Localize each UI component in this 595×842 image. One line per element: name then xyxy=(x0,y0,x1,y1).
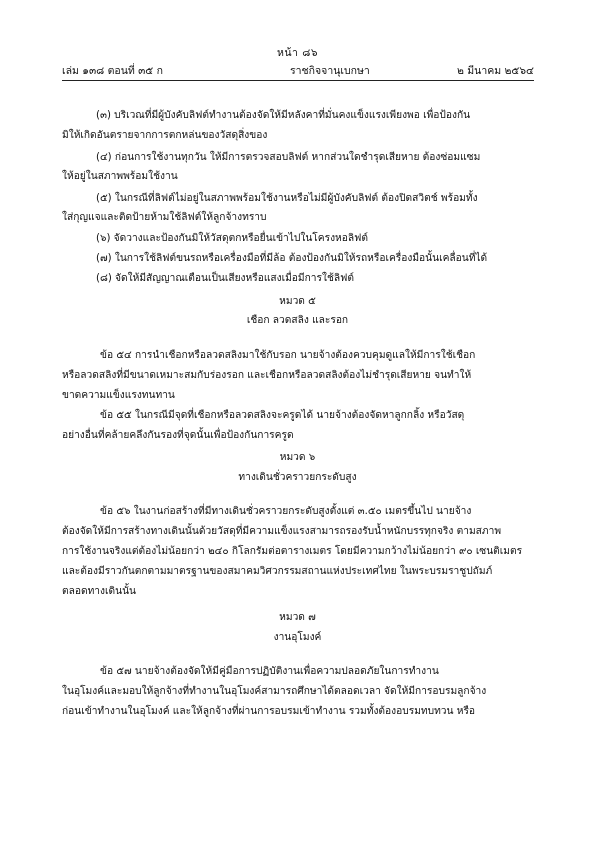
section-heading: หมวด ๗ xyxy=(279,612,316,623)
article-line: ตลอดทางเดินนั้น xyxy=(62,586,136,597)
paragraph-line: (๓) บริเวณที่มีผู้บังคับลิฟต์ทำงานต้องจัดให้มีหลังคาที่มั่นคงแข็งแรงเพียงพอ เพื่อป้องกัน xyxy=(96,110,471,121)
paragraph-line: ใส่กุญแจและติดป้ายห้ามใช้ลิฟต์ให้ลูกจ้างทราบ xyxy=(62,212,267,223)
section-subtitle: เชือก ลวดสลิง และรอก xyxy=(246,315,349,326)
page-number: หน้า ๘๖ xyxy=(276,47,319,59)
article-line: ก่อนเข้าทำงานในอุโมงค์ และให้ลูกจ้างที่ผ่านการอบรมเข้าทำงาน รวมทั้งต้องอบรมทบทวน หรือ xyxy=(62,706,476,717)
header-divider xyxy=(62,80,534,81)
paragraph-line: (๖) จัดวางและป้องกันมิให้วัสดุตกหรือยื่นเข้าไปในโครงหอลิฟต์ xyxy=(96,233,368,244)
section-heading: หมวด ๖ xyxy=(279,452,316,463)
gazette-title: ราชกิจจานุเบกษา xyxy=(290,65,370,77)
volume-issue: เล่ม ๑๓๘ ตอนที่ ๓๕ ก xyxy=(62,65,163,77)
gazette-header xyxy=(62,62,534,78)
paragraph-line: (๕) ในกรณีที่ลิฟต์ไม่อยู่ในสภาพพร้อมใช้งานหรือไม่มีผู้บังคับลิฟต์ ต้องปิดสวิตช์ พร้อมทั้ง xyxy=(96,193,478,204)
section-heading: หมวด ๕ xyxy=(279,296,316,307)
paragraph-line: (๗) ในการใช้ลิฟต์ขนรถหรือเครื่องมือที่มีล้อ ต้องป้องกันมิให้รถหรือเครื่องมือนั้นเคลื่อนที่ได้ xyxy=(96,253,488,264)
article-line: ในอุโมงค์และมอบให้ลูกจ้างที่ทำงานในอุโมงค์สามารถศึกษาได้ตลอดเวลา จัดให้มีการอบรมลูกจ้าง xyxy=(62,686,487,697)
paragraph-line: มิให้เกิดอันตรายจากการตกหล่นของวัสดุสิ่งของ xyxy=(62,130,268,141)
article-line: ข้อ ๕๕ ในกรณีมีจุดที่เชือกหรือลวดสลิงจะครูดได้ นายจ้างต้องจัดหาลูกกลิ้ง หรือวัสดุ xyxy=(100,410,465,421)
publication-date: ๒ มีนาคม ๒๕๖๔ xyxy=(456,65,534,77)
article-line: การใช้งานจริงแต่ต้องไม่น้อยกว่า ๒๔๐ กิโลกรัมต่อตารางเมตร โดยมีความกว้างไม่น้อยกว่า ๙๐ เซนติเมตร xyxy=(62,546,523,557)
article-line: หรือลวดสลิงที่มีขนาดเหมาะสมกับร่องรอก และเชือกหรือลวดสลิงต้องไม่ชำรุดเสียหาย จนทำให้ xyxy=(62,370,472,381)
section-subtitle: ทางเดินชั่วคราวยกระดับสูง xyxy=(238,472,357,483)
section-subtitle: งานอุโมงค์ xyxy=(273,632,322,643)
article-line: ข้อ ๕๔ การนำเชือกหรือลวดสลิงมาใช้กับรอก นายจ้างต้องควบคุมดูแลให้มีการใช้เชือก xyxy=(100,350,476,361)
article-line: ต้องจัดให้มีการสร้างทางเดินนั้นด้วยวัสดุที่มีความแข็งแรงสามารถรองรับน้ำหนักบรรทุกจริง ตามสภาพ xyxy=(62,526,502,537)
article-line: และต้องมีราวกันตกตามมาตรฐานของสมาคมวิศวกรรมสถานแห่งประเทศไทย ในพระบรมราชูปถัมภ์ xyxy=(62,566,493,577)
paragraph-line: ให้อยู่ในสภาพพร้อมใช้งาน xyxy=(62,171,178,182)
article-line: อย่างอื่นที่คล้ายคลึงกันรองที่จุดนั้นเพื่อป้องกันการครูด xyxy=(62,430,294,441)
article-line: ข้อ ๕๖ ในงานก่อสร้างที่มีทางเดินชั่วคราวยกระดับสูงตั้งแต่ ๓.๕๐ เมตรขึ้นไป นายจ้าง xyxy=(100,506,472,517)
paragraph-line: (๘) จัดให้มีสัญญาณเตือนเป็นเสียงหรือแสงเมื่อมีการใช้ลิฟต์ xyxy=(96,273,354,284)
paragraph-line: (๔) ก่อนการใช้งานทุกวัน ให้มีการตรวจสอบลิฟต์ หากส่วนใดชำรุดเสียหาย ต้องซ่อมแซม xyxy=(96,152,481,163)
article-line: ขาดความแข็งแรงทนทาน xyxy=(62,390,175,401)
article-line: ข้อ ๕๗ นายจ้างต้องจัดให้มีคู่มือการปฏิบัติงานเพื่อความปลอดภัยในการทำงาน xyxy=(100,666,439,677)
